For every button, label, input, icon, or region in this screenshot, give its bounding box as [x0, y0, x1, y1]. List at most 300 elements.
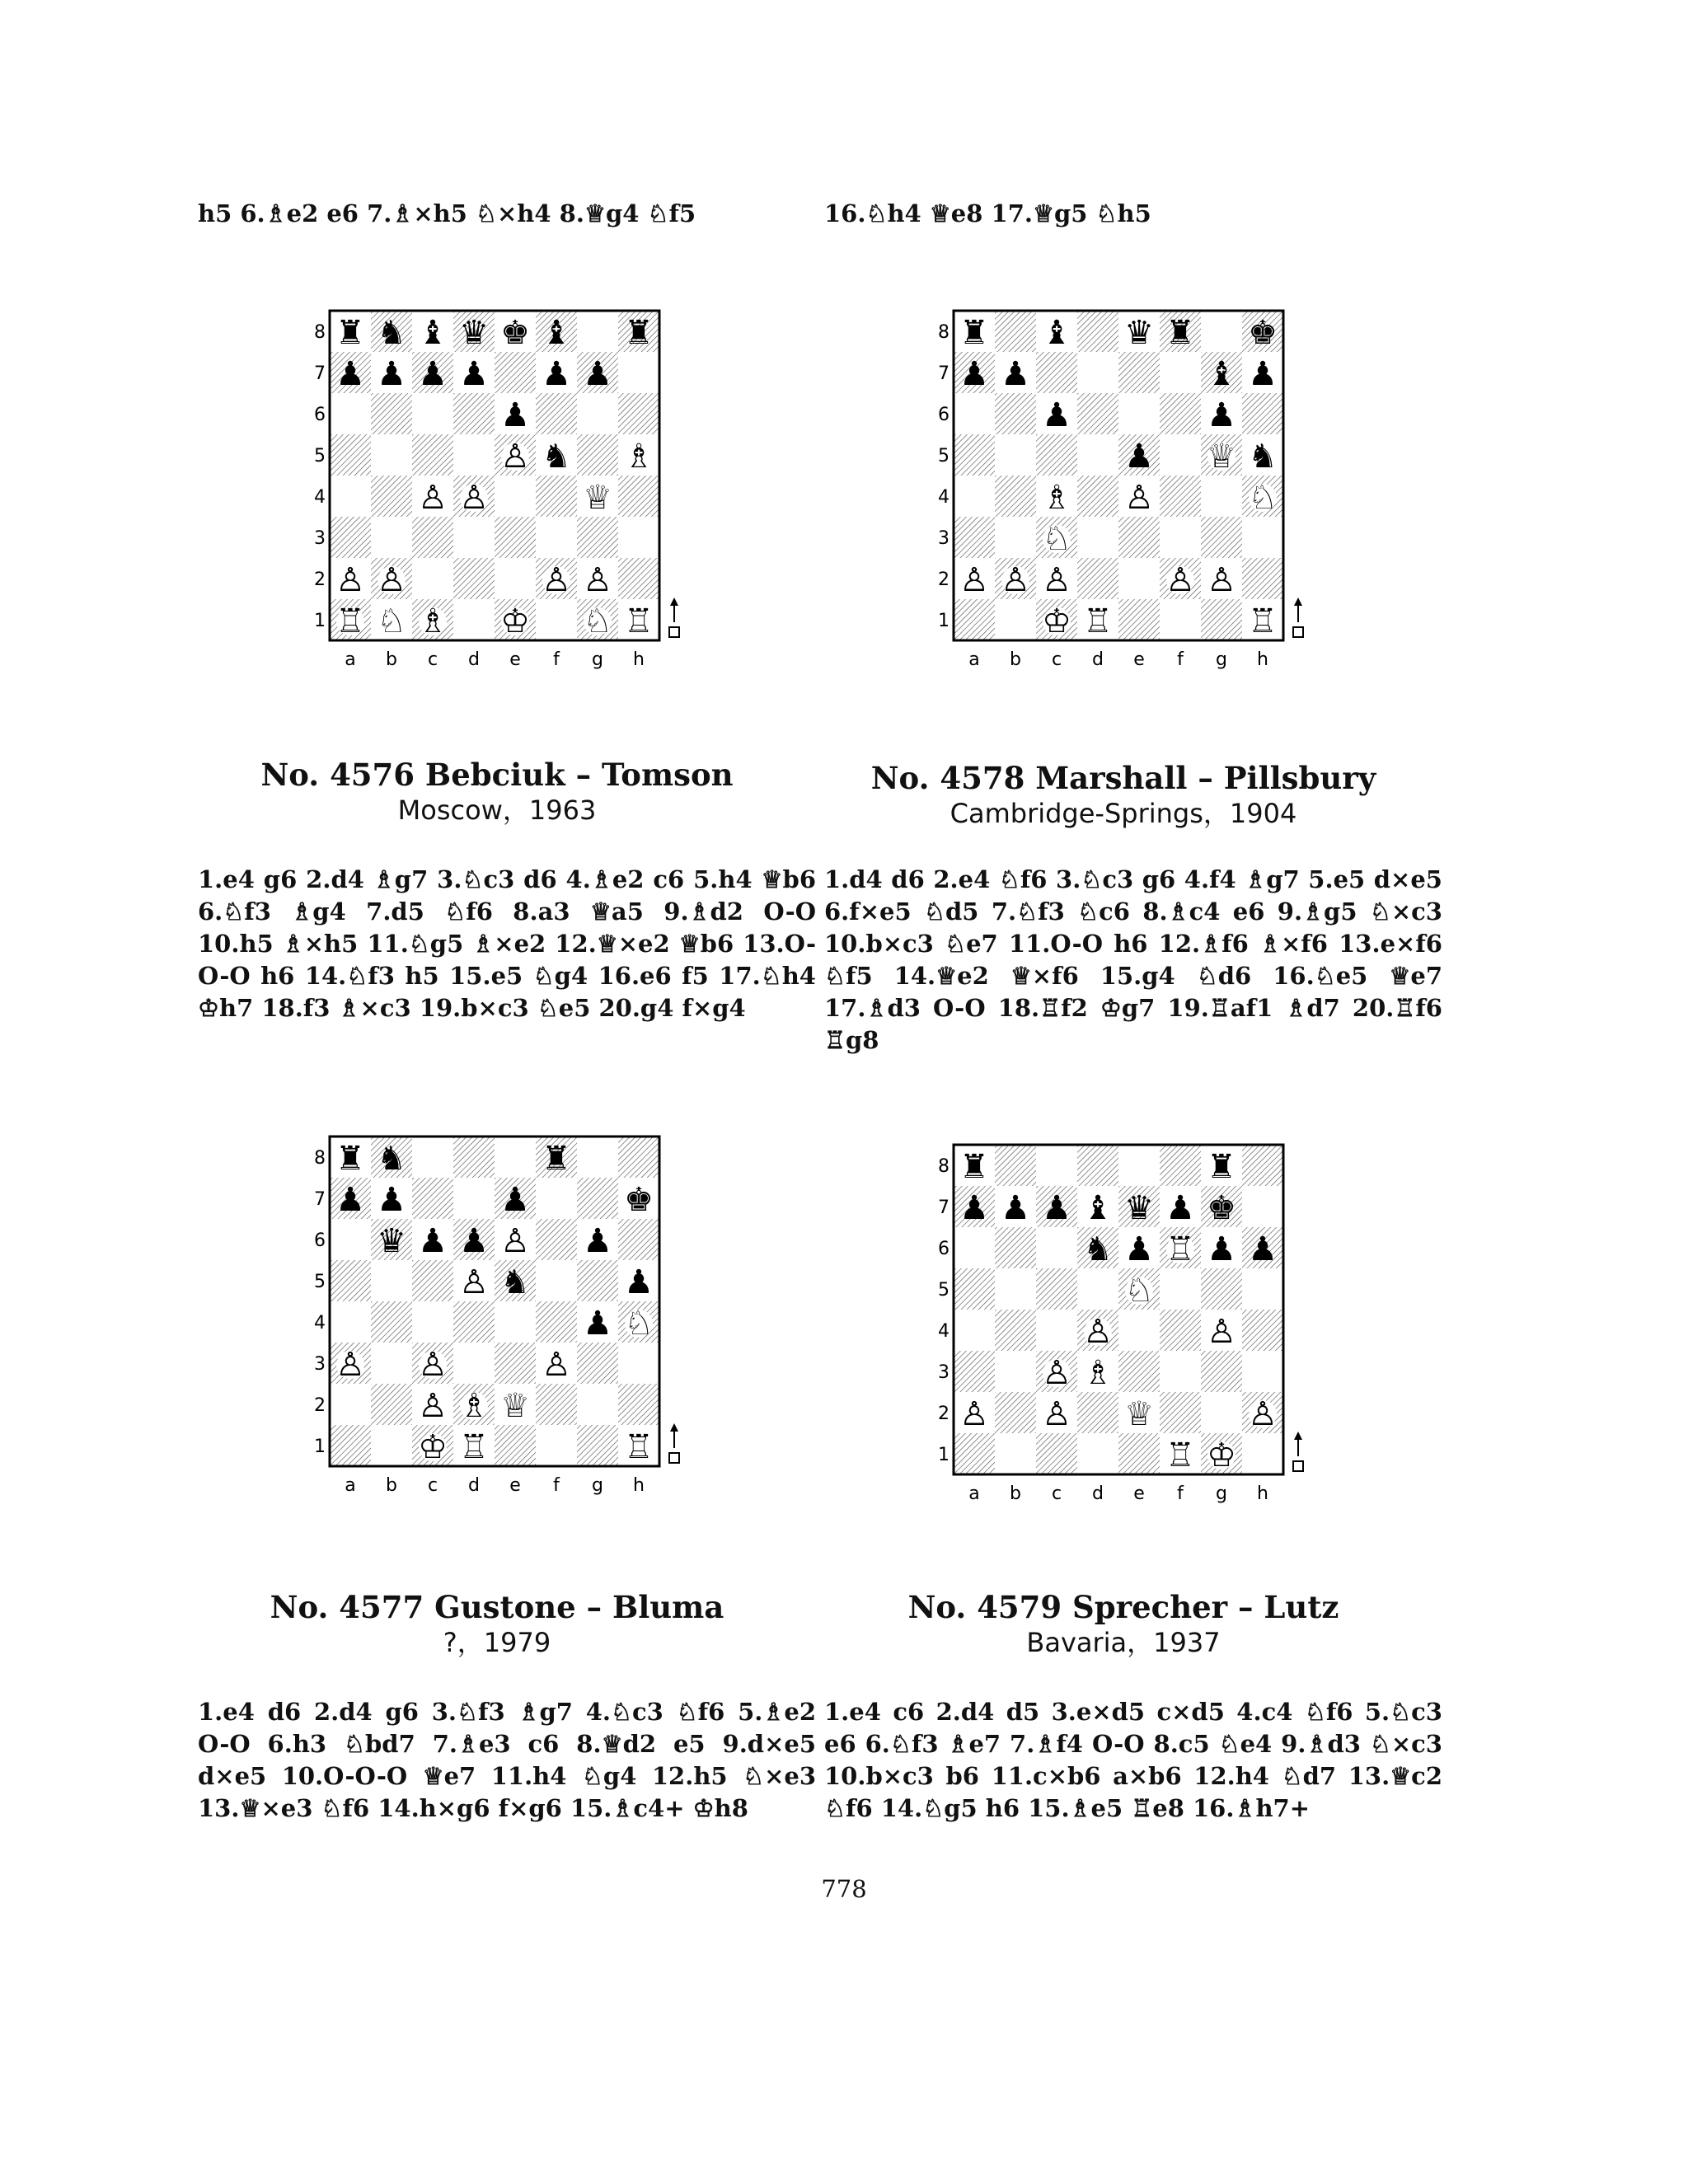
board-square-f2 — [1160, 1392, 1201, 1433]
board-square-h8 — [1242, 1145, 1283, 1186]
board-square-a4 — [330, 1301, 371, 1343]
board-square-f6 — [536, 393, 577, 434]
board-square-a5 — [330, 434, 371, 476]
game-moves: 1.e4 g6 2.d4 ♗g7 3.♘c3 d6 4.♗e2 c6 5.h4 ♕b6 6.♘f3 ♗g4 7.d5 ♘f6 8.a3 ♕a5 9.♗d2 O-O 10.h5 ♗×h5 11.♘g5 ♗×e2 12.♕×e2 ♕b6 13.O-O-O h6 14.♘f3 h5 15.e5 ♘g4 16.e6 f5 17.♘h4 ♔h7 18.f3 ♗×c3 19.b×c3 ♘e5 20.g4 f×g4 — [198, 865, 816, 1022]
rank-label: 5 — [314, 446, 326, 466]
white-pawn-icon: ♙ — [1042, 561, 1071, 599]
board-square-g3 — [1201, 517, 1242, 558]
game-moves: 1.d4 d6 2.e4 ♘f6 3.♘c3 g6 4.f4 ♗g7 5.e5 d×e5 6.f×e5 ♘d5 7.♘f3 ♘c6 8.♗c4 e6 9.♗g5 ♘×c3 10.b×c3 ♘e7 11.O-O h6 12.♗f6 ♗×f6 13.e×f6 ♘f5 14.♕e2 ♕×f6 15.g4 ♘d6 16.♘e5 ♕e7 17.♗d3 O-O 18.♖f2 ♔g7 19.♖af1 ♗d7 20.♖f6 ♖g8 — [824, 865, 1442, 1054]
file-label: a — [345, 649, 356, 670]
white-pawn-icon: ♙ — [959, 1395, 989, 1433]
white-rook-icon: ♖ — [1165, 1230, 1195, 1268]
file-label: f — [1177, 1483, 1184, 1504]
board-square-g4 — [1201, 476, 1242, 517]
black-pawn-icon: ♟ — [959, 1189, 989, 1227]
black-rook-icon: ♜ — [959, 1148, 989, 1186]
white-pawn-icon: ♙ — [1042, 1395, 1071, 1433]
board-square-b8 — [995, 1145, 1036, 1186]
file-label: g — [1216, 649, 1227, 670]
board-square-a1 — [330, 1425, 371, 1466]
side-to-move-icon — [669, 1423, 679, 1463]
black-pawn-icon: ♟ — [624, 1263, 654, 1301]
file-label: g — [592, 1475, 603, 1496]
board-square-f3 — [1160, 517, 1201, 558]
white-knight-icon: ♘ — [583, 602, 612, 640]
board-square-b2 — [371, 1384, 412, 1425]
white-queen-icon: ♕ — [1207, 438, 1236, 476]
board-square-c4 — [412, 1301, 453, 1343]
board-square-b1 — [995, 599, 1036, 640]
board-square-h6 — [618, 393, 659, 434]
white-pawn-icon: ♙ — [1042, 1354, 1071, 1392]
file-label: a — [968, 1483, 980, 1504]
board-square-c6 — [412, 393, 453, 434]
board-square-c5 — [1036, 1268, 1077, 1310]
board-square-d4 — [1077, 476, 1118, 517]
game-heading-4577 — [188, 1589, 806, 1660]
black-bishop-icon: ♝ — [1207, 355, 1236, 393]
board-square-e4 — [495, 1301, 536, 1343]
black-pawn-icon: ♟ — [500, 1181, 530, 1219]
board-square-b4 — [371, 1301, 412, 1343]
board-square-f5 — [1160, 1268, 1201, 1310]
board-square-d5 — [453, 434, 495, 476]
rank-label: 1 — [314, 1436, 326, 1457]
board-square-d8 — [453, 1137, 495, 1178]
board-square-b4 — [995, 476, 1036, 517]
black-rook-icon: ♜ — [1165, 314, 1195, 352]
chess-board-4 — [937, 1135, 1316, 1506]
board-square-f1 — [536, 1425, 577, 1466]
board-square-d4 — [453, 1301, 495, 1343]
white-rook-icon: ♖ — [335, 602, 365, 640]
board-square-b8 — [995, 311, 1036, 352]
board-square-a1 — [954, 1433, 995, 1474]
rank-label: 2 — [314, 1395, 326, 1416]
game-moves-4576 — [198, 864, 816, 1024]
board-square-b4 — [371, 476, 412, 517]
white-pawn-icon: ♙ — [542, 561, 571, 599]
board-square-b5 — [995, 434, 1036, 476]
game-title: No. 4576 Bebciuk – Tomson — [260, 757, 734, 793]
board-square-b3 — [995, 517, 1036, 558]
board-square-f5 — [536, 1260, 577, 1301]
black-pawn-icon: ♟ — [418, 1222, 448, 1260]
white-knight-icon: ♘ — [1042, 520, 1071, 558]
game-place: Bavaria，1937 — [1026, 1627, 1221, 1658]
board-square-b3 — [371, 1343, 412, 1384]
file-label: b — [1010, 1483, 1021, 1504]
file-label: e — [1133, 649, 1145, 670]
game-moves-4577 — [198, 1696, 816, 1825]
white-pawn-icon: ♙ — [583, 561, 612, 599]
file-label: h — [1257, 649, 1268, 670]
rank-label: 4 — [314, 1313, 326, 1333]
board-square-c5 — [1036, 434, 1077, 476]
game-heading-4576 — [188, 757, 806, 827]
board-square-b5 — [371, 1260, 412, 1301]
rank-label: 5 — [938, 1280, 950, 1301]
board-square-g8 — [577, 1137, 618, 1178]
game-moves: 1.e4 d6 2.d4 g6 3.♘f3 ♗g7 4.♘c3 ♘f6 5.♗e2 O-O 6.h3 ♘bd7 7.♗e3 c6 8.♕d2 e5 9.d×e5 d×e5 10.O-O-O ♕e7 11.h4 ♘g4 12.h5 ♘×e3 13.♕×e3 ♘f6 14.h×g6 f×g6 15.♗c4+ ♔h8 — [198, 1698, 816, 1822]
black-pawn-icon: ♟ — [1001, 1189, 1030, 1227]
white-queen-icon: ♕ — [500, 1387, 530, 1425]
board-square-b6 — [995, 393, 1036, 434]
rank-label: 7 — [938, 363, 950, 384]
rank-label: 6 — [314, 405, 326, 425]
chess-diagram-3 — [313, 1127, 692, 1497]
file-label: e — [509, 649, 521, 670]
file-label: f — [553, 1475, 560, 1496]
game-title: No. 4579 Sprecher – Lutz — [907, 1589, 1339, 1625]
board-square-g8 — [577, 311, 618, 352]
white-pawn-icon: ♙ — [500, 438, 530, 476]
board-square-h2 — [618, 558, 659, 599]
board-square-b6 — [371, 393, 412, 434]
black-pawn-icon: ♟ — [418, 355, 448, 393]
board-square-f3 — [1160, 1351, 1201, 1392]
board-square-e3 — [1118, 1351, 1160, 1392]
black-pawn-icon: ♟ — [1207, 396, 1236, 434]
board-square-a3 — [330, 517, 371, 558]
file-label: a — [968, 649, 980, 670]
board-square-a3 — [954, 517, 995, 558]
board-square-g3 — [1201, 1351, 1242, 1392]
top-right-moves-block — [824, 198, 1442, 230]
board-square-a4 — [330, 476, 371, 517]
black-pawn-icon: ♟ — [500, 396, 530, 434]
board-square-d7 — [1077, 352, 1118, 393]
game-moves: 1.e4 c6 2.d4 d5 3.e×d5 c×d5 4.c4 ♘f6 5.♘c3 e6 6.♘f3 ♗e7 7.♗f4 O-O 8.c5 ♘e4 9.♗d3 ♘×c3 10.b×c3 b6 11.c×b6 a×b6 12.h4 ♘d7 13.♕c2 ♘f6 14.♘g5 h6 15.♗e5 ♖e8 16.♗h7+ — [824, 1698, 1442, 1822]
board-square-h3 — [1242, 517, 1283, 558]
file-label: g — [592, 649, 603, 670]
board-square-e1 — [1118, 599, 1160, 640]
side-to-move-icon — [669, 598, 679, 637]
board-square-g7 — [577, 1178, 618, 1219]
white-pawn-icon: ♙ — [1165, 561, 1195, 599]
game-moves-4579 — [824, 1696, 1442, 1825]
board-square-c7 — [1036, 352, 1077, 393]
board-square-g6 — [577, 393, 618, 434]
board-square-h7 — [618, 352, 659, 393]
chess-diagram-1 — [313, 301, 692, 672]
board-square-g2 — [577, 1384, 618, 1425]
black-queen-icon: ♛ — [459, 314, 489, 352]
black-knight-icon: ♞ — [1248, 438, 1278, 476]
black-pawn-icon: ♟ — [1042, 396, 1071, 434]
board-square-h4 — [1242, 1310, 1283, 1351]
black-pawn-icon: ♟ — [459, 355, 489, 393]
board-square-c8 — [412, 1137, 453, 1178]
board-square-e3 — [1118, 517, 1160, 558]
board-square-h3 — [618, 1343, 659, 1384]
board-square-e4 — [1118, 1310, 1160, 1351]
board-square-f1 — [536, 599, 577, 640]
rank-label: 1 — [314, 611, 326, 631]
white-pawn-icon: ♙ — [459, 1263, 489, 1301]
white-king-icon: ♔ — [1207, 1436, 1236, 1474]
file-label: e — [509, 1475, 521, 1496]
board-square-g1 — [1201, 599, 1242, 640]
white-queen-icon: ♕ — [1124, 1395, 1154, 1433]
board-square-f6 — [536, 1219, 577, 1260]
board-square-d3 — [453, 1343, 495, 1384]
rank-label: 1 — [938, 611, 950, 631]
rank-label: 3 — [938, 528, 950, 549]
board-square-c6 — [1036, 1227, 1077, 1268]
rank-label: 2 — [938, 1404, 950, 1424]
board-square-e8 — [1118, 1145, 1160, 1186]
white-king-icon: ♔ — [418, 1428, 448, 1466]
rank-label: 6 — [938, 1239, 950, 1259]
file-label: f — [1177, 649, 1184, 670]
white-bishop-icon: ♗ — [418, 602, 448, 640]
rank-label: 7 — [314, 1189, 326, 1210]
rank-label: 5 — [938, 446, 950, 466]
white-rook-icon: ♖ — [1165, 1436, 1195, 1474]
board-square-d5 — [1077, 1268, 1118, 1310]
white-king-icon: ♔ — [500, 602, 530, 640]
white-pawn-icon: ♙ — [1207, 1313, 1236, 1351]
white-bishop-icon: ♗ — [459, 1387, 489, 1425]
white-knight-icon: ♘ — [1248, 479, 1278, 517]
board-square-d8 — [1077, 311, 1118, 352]
board-square-h6 — [618, 1219, 659, 1260]
board-square-f4 — [1160, 476, 1201, 517]
file-label: b — [1010, 649, 1021, 670]
white-pawn-icon: ♙ — [500, 1222, 530, 1260]
rank-label: 2 — [314, 569, 326, 590]
board-square-c4 — [1036, 1310, 1077, 1351]
board-square-c2 — [412, 558, 453, 599]
board-square-f4 — [536, 476, 577, 517]
file-label: b — [386, 649, 397, 670]
white-pawn-icon: ♙ — [459, 479, 489, 517]
file-label: c — [1051, 649, 1062, 670]
black-knight-icon: ♞ — [1083, 1230, 1113, 1268]
black-pawn-icon: ♟ — [459, 1222, 489, 1260]
white-pawn-icon: ♙ — [1001, 561, 1030, 599]
black-pawn-icon: ♟ — [959, 355, 989, 393]
black-knight-icon: ♞ — [542, 438, 571, 476]
board-square-h7 — [1242, 1186, 1283, 1227]
game-place: Cambridge-Springs，1904 — [950, 798, 1297, 829]
rank-label: 7 — [314, 363, 326, 384]
white-pawn-icon: ♙ — [335, 561, 365, 599]
black-bishop-icon: ♝ — [542, 314, 571, 352]
rank-label: 8 — [938, 1156, 950, 1177]
board-square-f3 — [536, 517, 577, 558]
chess-board-1 — [313, 301, 692, 672]
white-pawn-icon: ♙ — [418, 1387, 448, 1425]
file-label: c — [427, 649, 438, 670]
game-title: No. 4577 Gustone – Bluma — [270, 1589, 724, 1625]
board-square-d3 — [453, 517, 495, 558]
board-square-f8 — [1160, 1145, 1201, 1186]
top-left-moves-block — [198, 198, 816, 230]
game-heading-4578 — [814, 760, 1432, 831]
board-square-a4 — [954, 476, 995, 517]
file-label: e — [1133, 1483, 1145, 1504]
board-square-d6 — [453, 393, 495, 434]
chess-board-3 — [313, 1127, 692, 1497]
board-square-h2 — [618, 1384, 659, 1425]
black-king-icon: ♚ — [1207, 1189, 1236, 1227]
page-number: 778 — [821, 1875, 867, 1903]
top-left-moves: h5 6.♗e2 e6 7.♗×h5 ♘×h4 8.♕g4 ♘f5 — [198, 199, 696, 227]
rank-label: 4 — [938, 487, 950, 508]
white-bishop-icon: ♗ — [624, 438, 654, 476]
rank-label: 8 — [314, 322, 326, 343]
rank-label: 4 — [938, 1321, 950, 1342]
black-queen-icon: ♛ — [1124, 314, 1154, 352]
file-label: h — [633, 649, 645, 670]
black-pawn-icon: ♟ — [583, 355, 612, 393]
game-place: ?，1979 — [443, 1627, 551, 1658]
black-rook-icon: ♜ — [959, 314, 989, 352]
board-square-g1 — [577, 1425, 618, 1466]
white-queen-icon: ♕ — [583, 479, 612, 517]
white-pawn-icon: ♙ — [1124, 479, 1154, 517]
side-to-move-icon — [1293, 1432, 1303, 1471]
board-square-b5 — [995, 1268, 1036, 1310]
board-square-c5 — [412, 1260, 453, 1301]
file-label: g — [1216, 1483, 1227, 1504]
board-square-h3 — [1242, 1351, 1283, 1392]
white-pawn-icon: ♙ — [542, 1346, 571, 1384]
board-square-a6 — [330, 1219, 371, 1260]
black-pawn-icon: ♟ — [1207, 1230, 1236, 1268]
board-square-b2 — [995, 1392, 1036, 1433]
board-square-b4 — [995, 1310, 1036, 1351]
white-pawn-icon: ♙ — [1248, 1395, 1278, 1433]
black-pawn-icon: ♟ — [1042, 1189, 1071, 1227]
rank-label: 3 — [314, 528, 326, 549]
white-pawn-icon: ♙ — [335, 1346, 365, 1384]
board-square-h4 — [618, 476, 659, 517]
white-pawn-icon: ♙ — [959, 561, 989, 599]
board-square-b6 — [995, 1227, 1036, 1268]
game-heading-4579 — [814, 1589, 1432, 1660]
file-label: d — [468, 1475, 480, 1496]
board-square-e3 — [495, 1343, 536, 1384]
white-pawn-icon: ♙ — [418, 479, 448, 517]
board-square-e2 — [495, 558, 536, 599]
board-square-c7 — [412, 1178, 453, 1219]
board-square-f7 — [536, 1178, 577, 1219]
board-square-e8 — [495, 1137, 536, 1178]
black-pawn-icon: ♟ — [1001, 355, 1030, 393]
black-knight-icon: ♞ — [500, 1263, 530, 1301]
white-rook-icon: ♖ — [1083, 602, 1113, 640]
game-place: Moscow，1963 — [397, 794, 597, 826]
board-square-c8 — [1036, 1145, 1077, 1186]
board-square-d1 — [453, 599, 495, 640]
file-label: f — [553, 649, 560, 670]
board-square-d2 — [453, 558, 495, 599]
board-square-d2 — [1077, 558, 1118, 599]
white-bishop-icon: ♗ — [1083, 1354, 1113, 1392]
file-label: d — [1092, 649, 1104, 670]
white-king-icon: ♔ — [1042, 602, 1071, 640]
rank-label: 5 — [314, 1272, 326, 1292]
board-square-b5 — [371, 434, 412, 476]
black-bishop-icon: ♝ — [418, 314, 448, 352]
chess-diagram-2 — [937, 301, 1316, 672]
board-square-e2 — [1118, 558, 1160, 599]
game-moves-4578 — [824, 864, 1442, 1057]
white-rook-icon: ♖ — [624, 1428, 654, 1466]
file-label: a — [345, 1475, 356, 1496]
top-right-moves: 16.♘h4 ♕e8 17.♕g5 ♘h5 — [824, 199, 1151, 227]
board-square-f5 — [1160, 434, 1201, 476]
black-bishop-icon: ♝ — [1083, 1189, 1113, 1227]
black-pawn-icon: ♟ — [1248, 355, 1278, 393]
board-square-d6 — [1077, 393, 1118, 434]
board-square-g5 — [1201, 1268, 1242, 1310]
black-rook-icon: ♜ — [335, 1140, 365, 1178]
chess-board-2 — [937, 301, 1316, 672]
chess-diagram-4 — [937, 1135, 1316, 1506]
rank-label: 3 — [314, 1354, 326, 1375]
rank-label: 2 — [938, 569, 950, 590]
black-rook-icon: ♜ — [1207, 1148, 1236, 1186]
board-square-a3 — [954, 1351, 995, 1392]
black-knight-icon: ♞ — [377, 1140, 406, 1178]
board-square-b3 — [371, 517, 412, 558]
white-bishop-icon: ♗ — [1042, 479, 1071, 517]
white-knight-icon: ♘ — [1124, 1272, 1154, 1310]
board-square-g3 — [577, 1343, 618, 1384]
file-label: c — [1051, 1483, 1062, 1504]
board-square-f4 — [1160, 1310, 1201, 1351]
board-square-g5 — [577, 434, 618, 476]
file-label: b — [386, 1475, 397, 1496]
black-pawn-icon: ♟ — [1248, 1230, 1278, 1268]
board-square-h3 — [618, 517, 659, 558]
board-square-f6 — [1160, 393, 1201, 434]
game-title: No. 4578 Marshall – Pillsbury — [870, 760, 1376, 796]
board-square-e1 — [1118, 1433, 1160, 1474]
file-label: h — [633, 1475, 645, 1496]
rank-label: 6 — [938, 405, 950, 425]
board-square-a6 — [954, 393, 995, 434]
board-square-e1 — [495, 1425, 536, 1466]
black-pawn-icon: ♟ — [542, 355, 571, 393]
board-square-g3 — [577, 517, 618, 558]
white-knight-icon: ♘ — [377, 602, 406, 640]
board-square-f1 — [1160, 599, 1201, 640]
black-pawn-icon: ♟ — [1124, 1230, 1154, 1268]
board-square-g2 — [1201, 1392, 1242, 1433]
side-to-move-icon — [1293, 598, 1303, 637]
black-pawn-icon: ♟ — [583, 1305, 612, 1343]
white-pawn-icon: ♙ — [418, 1346, 448, 1384]
board-square-e7 — [495, 352, 536, 393]
white-pawn-icon: ♙ — [1207, 561, 1236, 599]
black-pawn-icon: ♟ — [583, 1222, 612, 1260]
black-queen-icon: ♛ — [1124, 1189, 1154, 1227]
black-queen-icon: ♛ — [377, 1222, 406, 1260]
board-square-a6 — [954, 1227, 995, 1268]
rank-label: 1 — [938, 1445, 950, 1465]
board-square-a2 — [330, 1384, 371, 1425]
board-square-h5 — [1242, 1268, 1283, 1310]
white-knight-icon: ♘ — [624, 1305, 654, 1343]
board-square-d8 — [1077, 1145, 1118, 1186]
board-square-c5 — [412, 434, 453, 476]
board-square-d7 — [453, 1178, 495, 1219]
